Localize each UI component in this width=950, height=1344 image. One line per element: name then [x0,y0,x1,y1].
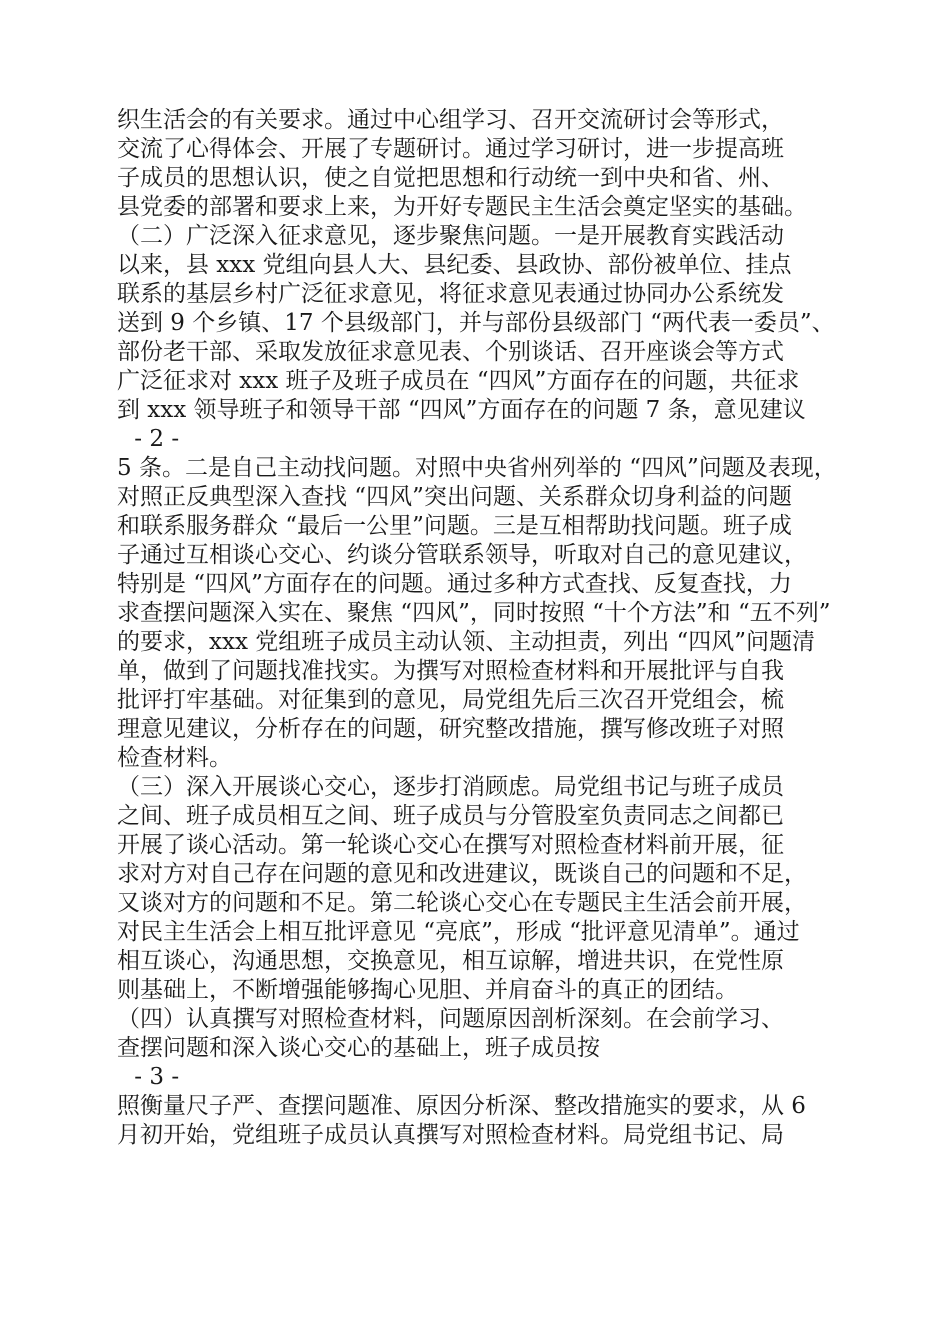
text-line: 特别是 “四风”方面存在的问题。通过多种方式查找、反复查找，力 [117,571,792,597]
text-line: 月初开始，党组班子成员认真撰写对照检查材料。局党组书记、局 [117,1122,784,1148]
text-line: 以来，县 xxx 党组向县人大、县纪委、县政协、部份被单位、挂点 [117,252,792,278]
text-line: 则基础上，不断增强能够掏心见胆、并肩奋斗的真正的团结。 [117,977,738,1003]
text-line: （二）广泛深入征求意见，逐步聚焦问题。一是开展教育实践活动 [117,223,784,249]
text-line: 开展了谈心活动。第一轮谈心交心在撰写对照检查材料前开展，征 [117,832,784,858]
text-line: 单，做到了问题找准找实。为撰写对照检查材料和开展批评与自我 [117,658,784,684]
text-line: 检查材料。 [117,745,232,771]
text-line: 联系的基层乡村广泛征求意见，将征求意见表通过协同办公系统发 [117,281,784,307]
text-line: 求查摆问题深入实在、聚焦 “四风”，同时按照 “十个方法”和 “五不列” [117,600,831,626]
text-line: 和联系服务群众 “最后一公里”问题。三是互相帮助找问题。班子成 [117,513,792,539]
text-line: 子通过互相谈心交心、约谈分管联系领导，听取对自己的意见建议， [117,542,807,568]
text-line: 广泛征求对 xxx 班子及班子成员在 “四风”方面存在的问题，共征求 [117,368,800,394]
text-line: 对照正反典型深入查找 “四风”突出问题、关系群众切身利益的问题 [117,484,792,510]
text-line: 5 条。二是自己主动找问题。对照中央省州列举的 “四风”问题及表现， [117,455,837,481]
text-line: （四）认真撰写对照检查材料，问题原因剖析深刻。在会前学习、 [117,1006,784,1032]
text-line: （三）深入开展谈心交心，逐步打消顾虑。局党组书记与班子成员 [117,774,784,800]
page-number: - 2 - [127,426,180,452]
text-line: 县党委的部署和要求上来，为开好专题民主生活会奠定坚实的基础。 [117,194,807,220]
text-line: 到 xxx 领导班子和领导干部 “四风”方面存在的问题 7 条，意见建议 [117,397,806,423]
text-line: 部份老干部、采取发放征求意见表、个别谈话、召开座谈会等方式 [117,339,784,365]
text-line: 对民主生活会上相互批评意见 “亮底”，形成 “批评意见清单”。通过 [117,919,800,945]
text-line: 子成员的思想认识，使之自觉把思想和行动统一到中央和省、州、 [117,165,784,191]
page-number: - 3 - [127,1064,180,1090]
text-line: 之间、班子成员相互之间、班子成员与分管股室负责同志之间都已 [117,803,784,829]
text-line: 又谈对方的问题和不足。第二轮谈心交心在专题民主生活会前开展， [117,890,807,916]
document-body [117,106,857,1150]
text-line: 查摆问题和深入谈心交心的基础上，班子成员按 [117,1035,600,1061]
text-line: 送到 9 个乡镇、17 个县级部门，并与部份县级部门 “两代表一委员”、 [117,310,835,336]
text-line: 理意见建议，分析存在的问题，研究整改措施，撰写修改班子对照 [117,716,784,742]
text-line: 的要求，xxx 党组班子成员主动认领、主动担责，列出 “四风”问题清 [117,629,816,655]
text-line: 照衡量尺子严、查摆问题准、原因分析深、整改措施实的要求，从 6 [117,1093,806,1119]
text-line: 求对方对自己存在问题的意见和改进建议，既谈自己的问题和不足， [117,861,807,887]
text-line: 织生活会的有关要求。通过中心组学习、召开交流研讨会等形式， [117,107,784,133]
text-line: 相互谈心，沟通思想，交换意见，相互谅解，增进共识，在党性原 [117,948,784,974]
text-line: 交流了心得体会、开展了专题研讨。通过学习研讨，进一步提高班 [117,136,784,162]
text-line: 批评打牢基础。对征集到的意见，局党组先后三次召开党组会，梳 [117,687,784,713]
